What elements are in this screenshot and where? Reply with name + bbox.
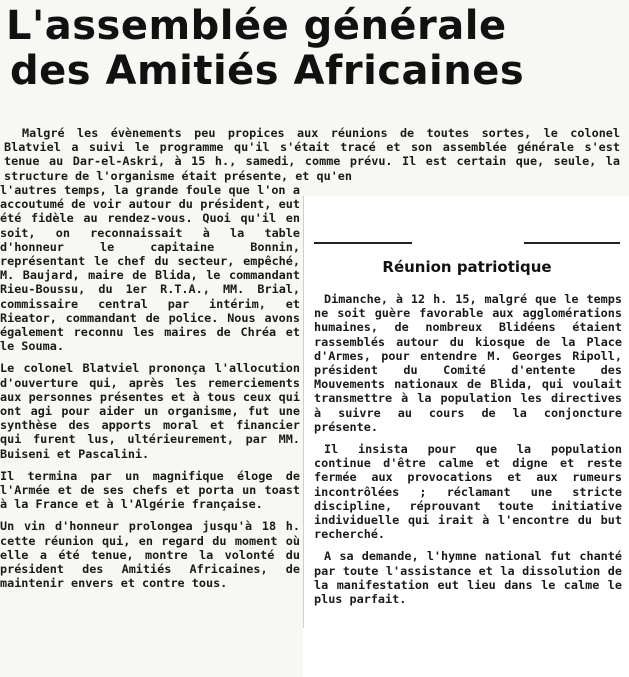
title-rule-right [524, 242, 620, 244]
left-paragraph: l'autres temps, la grande foule que l'on a accoutumé de voir autour du président, eut été fidèle au rendez-vous. Quoi qu'il en soit, on reconnaissait à la table d'honneur le capitaine Bonnin, représentant le chef du secteur, empêché, M. Baujard, maire de Blida, le commandant Rieu-Boussu, du 1er R.T.A., MM. Brial, commissaire central par intérim, et Rieator, commandant de police. Nous avons également reconnu les maires de Chréa et le Souma. [0, 183, 300, 354]
inset-column [314, 292, 622, 614]
intro-paragraph [4, 126, 620, 183]
left-paragraph: Le colonel Blatviel prononça l'allocution d'ouverture qui, après les remerciements aux personnes présentes et à tous ceux qui ont agi pour aider un organisme, fut une synthèse des apports moral et financier qui furent lus, ultérieurement, par MM. Buiseni et Pascalini. [0, 361, 300, 461]
inset-paragraph: Il insista pour que la population continue d'être calme et digne et reste fermée aux provocations et aux rumeurs incontrôlées ; réclamant une stricte discipline, réprouvant toute initiative individuelle qui irait à l'encontre du but recherché. [314, 442, 622, 542]
title-rule-left [314, 242, 412, 244]
headline-line-2: des Amitiés Africaines [10, 48, 525, 94]
headline [4, 4, 624, 94]
left-column [0, 183, 300, 598]
headline-line-1: L'assemblée générale [6, 3, 507, 49]
inset-article [303, 196, 629, 628]
inset-paragraph: A sa demande, l'hymne national fut chanté par toute l'assistance et la dissolution de la manifestation eut lieu dans le calme le plus parfait. [314, 549, 622, 607]
intro-text: Malgré les évènements peu propices aux réunions de toutes sortes, le colonel Blatviel a suivi le programme qu'il s'était tracé et son assemblée générale s'est tenue au Dar-el-Askri, à 15 h., samedi, comme prévu. Il est certain que, seule, la structure de l'organisme était présente, et qu'en [4, 126, 620, 183]
blank-area [303, 628, 629, 677]
inset-title: Réunion patriotique [382, 258, 552, 276]
left-paragraph: Il termina par un magnifique éloge de l'Armée et de ses chefs et porta un toast à la France et à l'Algérie française. [0, 468, 300, 512]
inset-paragraph: Dimanche, à 12 h. 15, malgré que le temps ne soit guère favorable aux agglomérations humaines, de nombreux Blidéens étaient rassemblés autour du kiosque de la Place d'Armes, pour entendre M. Georges Ripoll, président du Comité d'entente des Mouvements nationaux de Blida, qui voulait transmettre à la population les directives à suivre au cours de la conjoncture présente. [314, 292, 622, 434]
left-paragraph: Un vin d'honneur prolongea jusqu'à 18 h. cette réunion qui, en regard du moment où elle a été tenue, montre la volonté du président des Amitiés Africaines, de maintenir envers et contre tous. [0, 519, 300, 591]
